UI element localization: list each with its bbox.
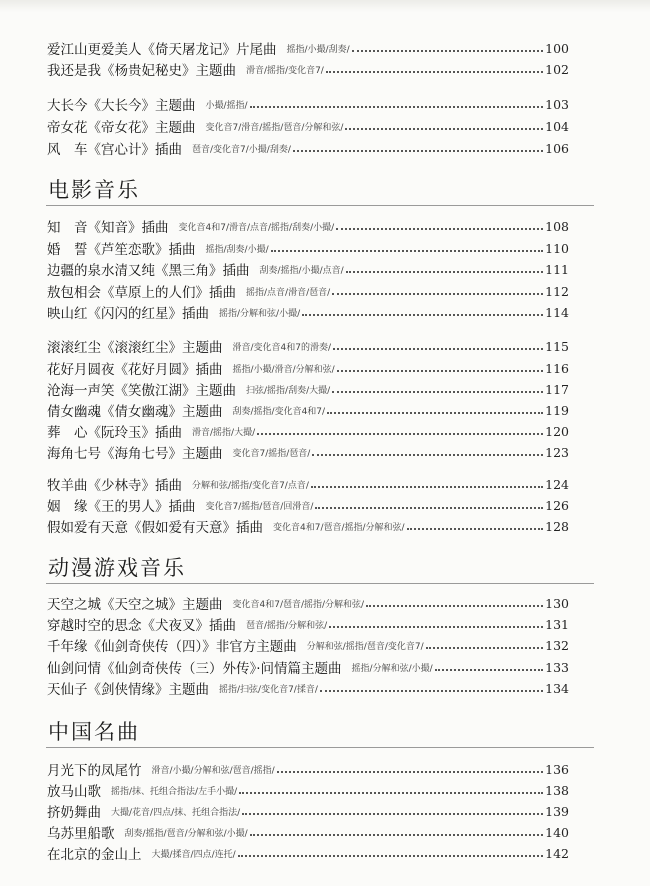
section-title-anime-game-music: 动漫游戏音乐 bbox=[48, 556, 186, 580]
entry-page-number: 126 bbox=[545, 497, 569, 513]
toc-entry bbox=[47, 335, 569, 357]
entry-page-number: 132 bbox=[545, 637, 569, 653]
dot-leader bbox=[426, 646, 544, 649]
entry-title: 爱江山更爱美人《倚天屠龙记》片尾曲 bbox=[47, 42, 277, 58]
entry-page-number: 106 bbox=[545, 140, 569, 156]
entry-techniques: 摇指/扫弦/变化音7/揉音/ bbox=[219, 684, 318, 695]
entry-techniques: 摇指/分解和弦/小撮/ bbox=[351, 663, 433, 674]
toc-entry bbox=[47, 441, 569, 463]
entry-page-number: 112 bbox=[545, 283, 569, 299]
dot-leader bbox=[239, 791, 543, 794]
dot-leader bbox=[277, 770, 543, 773]
entry-page-number: 123 bbox=[545, 444, 569, 460]
entry-title: 在北京的金山上 bbox=[47, 847, 142, 863]
toc-entry bbox=[47, 237, 569, 259]
entry-techniques: 摇指/抹、托组合指法/左手小撮/ bbox=[111, 786, 238, 797]
entry-title: 天仙子《剑侠情缘》主题曲 bbox=[47, 682, 209, 698]
entry-techniques: 摇指/小撮/滑音/分解和弦/ bbox=[232, 364, 335, 375]
entry-title: 仙剑问情《仙剑奇侠传（三）外传》·问情篇主题曲 bbox=[47, 661, 342, 677]
entry-page-number: 111 bbox=[545, 261, 569, 277]
entry-title: 海角七号《海角七号》主题曲 bbox=[47, 446, 223, 462]
entry-title: 假如爱有天意《假如爱有天意》插曲 bbox=[47, 520, 263, 536]
toc-entry bbox=[47, 37, 569, 59]
entry-title: 沧海一声笑《笑傲江湖》主题曲 bbox=[47, 383, 236, 399]
toc-entry bbox=[47, 613, 569, 635]
entry-title: 乌苏里船歌 bbox=[47, 826, 115, 842]
dot-leader bbox=[320, 689, 543, 692]
entry-page-number: 142 bbox=[545, 845, 569, 861]
toc-entry bbox=[47, 378, 569, 400]
section-title-chinese-classics: 中国名曲 bbox=[48, 720, 140, 744]
entry-techniques: 变化音7/摇指/琶音/回滑音/ bbox=[205, 501, 314, 512]
entry-title: 姻 缘《王的男人》插曲 bbox=[47, 499, 196, 515]
entry-techniques: 大撮/花音/四点/抹、托组合指法/ bbox=[111, 807, 241, 818]
entry-page-number: 116 bbox=[545, 360, 569, 376]
toc-entry bbox=[47, 420, 569, 442]
dot-leader bbox=[293, 149, 543, 152]
entry-title: 穿越时空的思念《犬夜叉》插曲 bbox=[47, 618, 236, 634]
dot-leader bbox=[271, 249, 544, 252]
entry-page-number: 117 bbox=[545, 381, 569, 397]
entry-techniques: 刮奏/摇指/变化音4和7/ bbox=[232, 406, 326, 417]
entry-techniques: 分解和弦/摇指/变化音7/点音/ bbox=[192, 480, 309, 491]
dot-leader bbox=[311, 485, 543, 488]
entry-page-number: 108 bbox=[545, 218, 569, 234]
dot-leader bbox=[332, 390, 543, 393]
entry-title: 帝女花《帝女花》主题曲 bbox=[47, 120, 196, 136]
toc-entry bbox=[47, 842, 569, 864]
entry-techniques: 大撮/揉音/四点/连托/ bbox=[151, 849, 236, 860]
dot-leader bbox=[315, 506, 543, 509]
entry-title: 知 音《知音》插曲 bbox=[47, 220, 169, 236]
entry-page-number: 115 bbox=[545, 338, 569, 354]
entry-title: 风 车《宫心计》插曲 bbox=[47, 142, 182, 158]
dot-leader bbox=[332, 292, 543, 295]
page-top-edge bbox=[0, 0, 650, 12]
toc-entry bbox=[47, 258, 569, 280]
entry-title: 花好月圆夜《花好月圆》插曲 bbox=[47, 362, 223, 378]
toc-entry bbox=[47, 800, 569, 822]
toc-entry bbox=[47, 821, 569, 843]
toc-entry bbox=[47, 280, 569, 302]
entry-techniques: 滑音/摇指/大撮/ bbox=[192, 427, 256, 438]
section-divider bbox=[46, 583, 594, 584]
entry-page-number: 133 bbox=[545, 659, 569, 675]
toc-entry bbox=[47, 494, 569, 516]
entry-techniques: 滑音/小撮/分解和弦/琶音/摇指/ bbox=[151, 765, 275, 776]
toc-entry bbox=[47, 779, 569, 801]
entry-techniques: 摇指/刮奏/小撮/ bbox=[205, 244, 269, 255]
entry-techniques: 变化音7/滑音/摇指/琶音/分解和弦/ bbox=[205, 122, 344, 133]
entry-title: 映山红《闪闪的红星》插曲 bbox=[47, 306, 209, 322]
entry-page-number: 138 bbox=[545, 782, 569, 798]
dot-leader bbox=[366, 604, 543, 607]
entry-techniques: 摇指/小撮/刮奏/ bbox=[286, 44, 350, 55]
entry-techniques: 小撮/摇指/ bbox=[205, 100, 248, 111]
dot-leader bbox=[333, 347, 543, 350]
dot-leader bbox=[327, 411, 543, 414]
entry-page-number: 110 bbox=[545, 240, 569, 256]
dot-leader bbox=[242, 812, 543, 815]
entry-title: 放马山歌 bbox=[47, 784, 101, 800]
entry-techniques: 变化音4和7/琶音/摇指/分解和弦/ bbox=[232, 599, 365, 610]
entry-techniques: 摇指/点音/滑音/琶音/ bbox=[246, 287, 331, 298]
toc-entry bbox=[47, 137, 569, 159]
entry-page-number: 134 bbox=[545, 680, 569, 696]
entry-title: 牧羊曲《少林寺》插曲 bbox=[47, 478, 182, 494]
dot-leader bbox=[352, 49, 544, 52]
entry-title: 我还是我《杨贵妃秘史》主题曲 bbox=[47, 63, 236, 79]
entry-techniques: 琶音/摇指/分解和弦/ bbox=[246, 620, 328, 631]
toc-entry bbox=[47, 215, 569, 237]
entry-techniques: 摇指/分解和弦/小撮/ bbox=[219, 308, 301, 319]
entry-techniques: 滑音/摇指/变化音7/ bbox=[246, 65, 324, 76]
entry-page-number: 120 bbox=[545, 423, 569, 439]
toc-entry bbox=[47, 399, 569, 421]
dot-leader bbox=[337, 369, 544, 372]
entry-page-number: 140 bbox=[545, 824, 569, 840]
entry-title: 大长今《大长今》主题曲 bbox=[47, 98, 196, 114]
toc-entry bbox=[47, 634, 569, 656]
entry-page-number: 136 bbox=[545, 761, 569, 777]
dot-leader bbox=[407, 527, 544, 530]
dot-leader bbox=[345, 127, 543, 130]
toc-entry bbox=[47, 357, 569, 379]
toc-entry bbox=[47, 656, 569, 678]
entry-title: 挤奶舞曲 bbox=[47, 805, 101, 821]
dot-leader bbox=[336, 227, 543, 230]
dot-leader bbox=[312, 453, 543, 456]
entry-page-number: 119 bbox=[545, 402, 569, 418]
dot-leader bbox=[329, 625, 543, 628]
entry-title: 敖包相会《草原上的人们》插曲 bbox=[47, 285, 236, 301]
entry-page-number: 103 bbox=[545, 96, 569, 112]
entry-title: 月光下的凤尾竹 bbox=[47, 763, 142, 779]
entry-page-number: 131 bbox=[545, 616, 569, 632]
entry-techniques: 琶音/变化音7/小撮/刮奏/ bbox=[192, 144, 291, 155]
dot-leader bbox=[435, 668, 543, 671]
toc-entry bbox=[47, 58, 569, 80]
entry-page-number: 102 bbox=[545, 61, 569, 77]
entry-page-number: 130 bbox=[545, 595, 569, 611]
entry-title: 葬 心《阮玲玉》插曲 bbox=[47, 425, 182, 441]
entry-techniques: 分解和弦/摇指/琶音/变化音7/ bbox=[306, 641, 424, 652]
entry-title: 倩女幽魂《倩女幽魂》主题曲 bbox=[47, 404, 223, 420]
entry-title: 婚 誓《芦笙恋歌》插曲 bbox=[47, 242, 196, 258]
entry-title: 边疆的泉水清又纯《黑三角》插曲 bbox=[47, 263, 250, 279]
entry-page-number: 114 bbox=[545, 304, 569, 320]
toc-entry bbox=[47, 115, 569, 137]
entry-title: 天空之城《天空之城》主题曲 bbox=[47, 597, 223, 613]
entry-page-number: 124 bbox=[545, 476, 569, 492]
dot-leader bbox=[250, 105, 544, 108]
entry-page-number: 100 bbox=[545, 40, 569, 56]
toc-entry bbox=[47, 93, 569, 115]
entry-page-number: 139 bbox=[545, 803, 569, 819]
dot-leader bbox=[238, 854, 544, 857]
toc-entry bbox=[47, 473, 569, 495]
entry-techniques: 变化音4和7/琶音/摇指/分解和弦/ bbox=[273, 522, 405, 533]
entry-page-number: 104 bbox=[545, 118, 569, 134]
entry-techniques: 变化音4和7/滑音/点音/摇指/刮奏/小撮/ bbox=[178, 222, 335, 233]
entry-techniques: 扫弦/摇指/刮奏/大撮/ bbox=[246, 385, 331, 396]
dot-leader bbox=[302, 313, 543, 316]
dot-leader bbox=[346, 270, 544, 273]
entry-techniques: 滑音/变化音4和7的滑奏/ bbox=[232, 342, 332, 353]
entry-title: 滚滚红尘《滚滚红尘》主题曲 bbox=[47, 340, 223, 356]
section-divider bbox=[46, 205, 594, 206]
entry-techniques: 刮奏/摇指/琶音/分解和弦/小撮/ bbox=[124, 828, 248, 839]
toc-entry bbox=[47, 515, 569, 537]
entry-techniques: 刮奏/摇指/小撮/点音/ bbox=[259, 265, 344, 276]
entry-techniques: 变化音7/摇指/琶音/ bbox=[232, 448, 311, 459]
section-title-film-music: 电影音乐 bbox=[48, 178, 140, 202]
toc-entry bbox=[47, 677, 569, 699]
toc-entry bbox=[47, 758, 569, 780]
section-divider bbox=[46, 747, 594, 748]
dot-leader bbox=[326, 70, 543, 73]
entry-page-number: 128 bbox=[545, 518, 569, 534]
toc-entry bbox=[47, 301, 569, 323]
dot-leader bbox=[250, 833, 543, 836]
toc-entry bbox=[47, 592, 569, 614]
entry-title: 千年缘《仙剑奇侠传（四）》非官方主题曲 bbox=[47, 639, 297, 655]
dot-leader bbox=[257, 432, 543, 435]
